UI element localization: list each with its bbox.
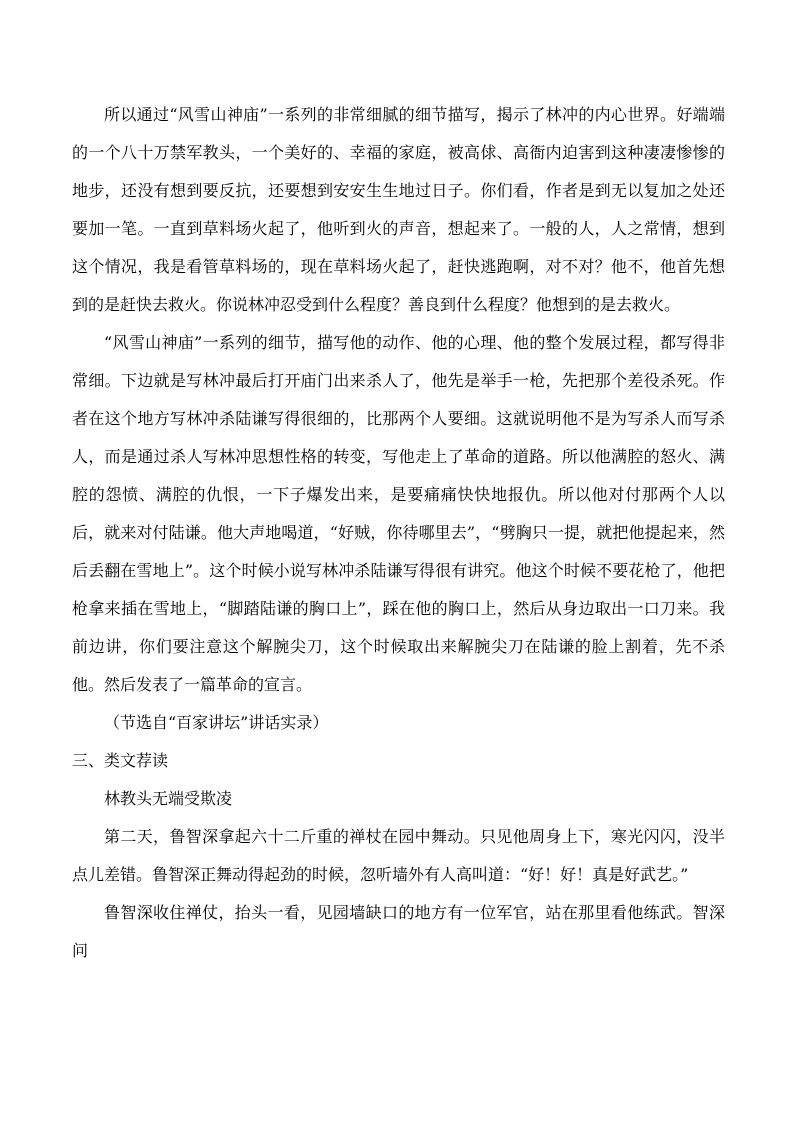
section-heading: 三、类文荐读 [72,751,169,770]
article-paragraph: 第二天，鲁智深拿起六十二斤重的禅杖在园中舞动。只见他周身上下，寒光闪闪，没半点儿差错。鲁智深正舞动得起劲的时候，忽听墙外有人高叫道：“好！好！真是好武艺。” [72,827,725,884]
body-paragraph: “风雪山神庙”一系列的细节，描写他的动作、他的心理、他的整个发展过程，都写得非常细。下边就是写林冲最后打开庙门出来杀人了，他先是举手一枪，先把那个差役杀死。作者在这个地方写林冲杀陆谦写得很细的，比那两个人要细。这就说明他不是为写杀人而写杀人，而是通过杀人写林冲思想性格的转变，写他走上了革命的道路。所以他满腔的怒火、满腔的怨愤、满腔的仇恨，一下子爆发出来，是要痛痛快快地报仇。所以他对付那两个人以后，就来对付陆谦。他大声地喝道，“好贼，你待哪里去”，“劈胸只一提，就把他提起来，然后丢翻在雪地上”。这个时候小说写林冲杀陆谦写得很有讲究。他这个时候不要花枪了，他把枪拿来插在雪地上，“脚踏陆谦的胸口上”，踩在他的胸口上，然后从身边取出一口刀来。我前边讲，你们要注意这个解腕尖刀，这个时候取出来解腕尖刀在陆谦的脸上割着，先不杀他。然后发表了一篇革命的宣言。 [72,333,725,694]
document-page [72,96,725,970]
article-title: 林教头无端受欺凌 [104,789,233,808]
source-note: （节选自“百家讲坛”讲话实录） [104,713,329,732]
body-paragraph: 所以通过“风雪山神庙”一系列的非常细腻的细节描写，揭示了林冲的内心世界。好端端的一个八十万禁军教头，一个美好的、幸福的家庭，被高俅、高衙内迫害到这种凄凄惨惨的地步，还没有想到要反抗，还要想到安安生生地过日子。你们看，作者是到无以复加之处还要加一笔。一直到草料场火起了，他听到火的声音，想起来了。一般的人，人之常情，想到这个情况，我是看管草料场的，现在草料场火起了，赶快逃跑啊，对不对？他不，他首先想到的是赶快去救火。你说林冲忍受到什么程度？善良到什么程度？他想到的是去救火。 [72,105,725,314]
article-paragraph: 鲁智深收住禅仗，抬头一看，见园墙缺口的地方有一位军官，站在那里看他练武。智深问 [72,903,725,960]
